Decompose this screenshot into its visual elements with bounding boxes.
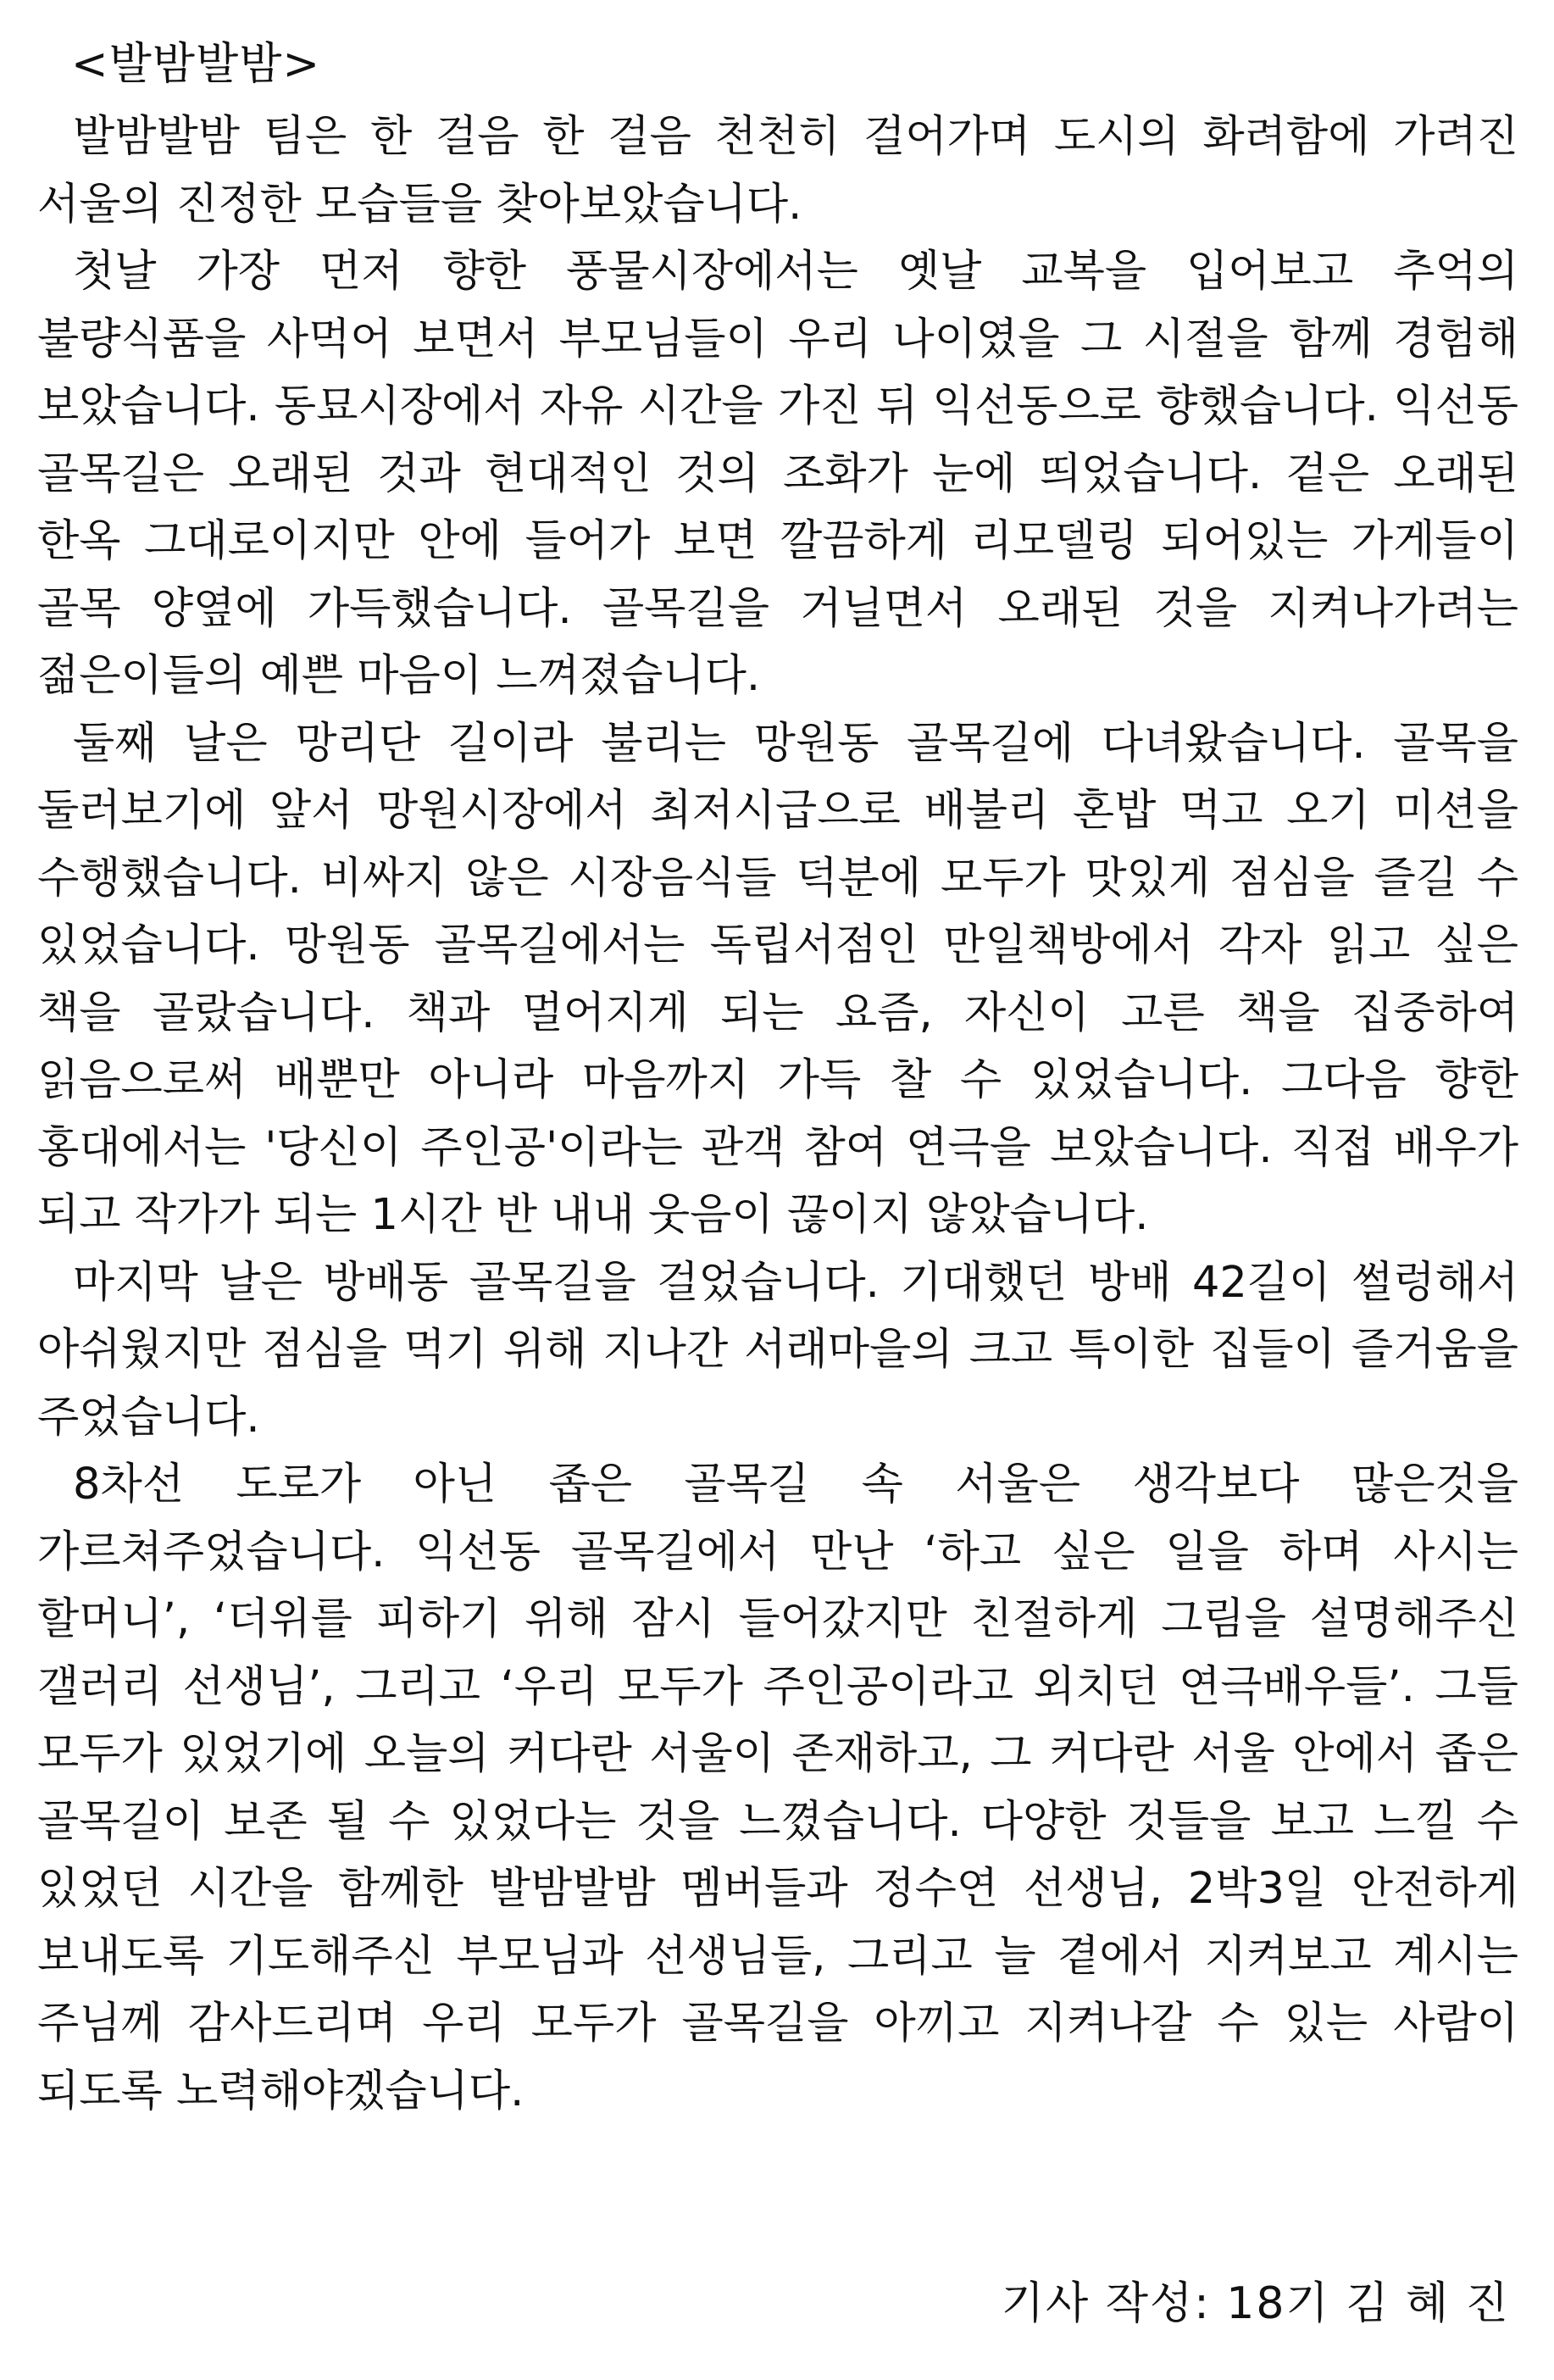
- article-page: [37, 25, 1518, 2356]
- article-body: [37, 103, 1518, 2125]
- paragraph: 첫날 가장 먼저 향한 풍물시장에서는 옛날 교복을 입어보고 추억의 불량식품을 사먹어 보면서 부모님들이 우리 나이였을 그 시절을 함께 경험해 보았습니다. 동묘시장에서 자유 시간을 가진 뒤 익선동으로 향했습니다. 익선동 골목길은 오래된 것과 현대적인 것의 조화가 눈에 띄었습니다. 겉은 오래된 한옥 그대로이지만 안에 들어가 보면 깔끔하게 리모델링 되어있는 가게들이 골목 양옆에 가득했습니다. 골목길을 거닐면서 오래된 것을 지켜나가려는 젊은이들의 예쁜 마음이 느껴졌습니다.: [37, 247, 1518, 701]
- article-byline: 기사 작성: 18기 김 혜 진: [1001, 2278, 1510, 2329]
- article-title: <발밤발밤>: [71, 39, 321, 90]
- paragraph: 둘째 날은 망리단 길이라 불리는 망원동 골목길에 다녀왔습니다. 골목을 둘러보기에 앞서 망원시장에서 최저시급으로 배불리 혼밥 먹고 오기 미션을 수행했습니다. 비싸지 않은 시장음식들 덕분에 모두가 맛있게 점심을 즐길 수 있었습니다. 망원동 골목길에서는 독립서점인 만일책방에서 각자 읽고 싶은 책을 골랐습니다. 책과 멀어지게 되는 요즘, 자신이 고른 책을 집중하여 읽음으로써 배뿐만 아니라 마음까지 가득 찰 수 있었습니다. 그다음 향한 홍대에서는 '당신이 주인공'이라는 관객 참여 연극을 보았습니다. 직접 배우가 되고 작가가 되는 1시간 반 내내 웃음이 끊이지 않았습니다.: [37, 718, 1518, 1240]
- paragraph: 발밤발밤 팀은 한 걸음 한 걸음 천천히 걸어가며 도시의 화려함에 가려진 서울의 진정한 모습들을 찾아보았습니다.: [37, 112, 1518, 230]
- paragraph: 마지막 날은 방배동 골목길을 걸었습니다. 기대했던 방배 42길이 썰렁해서 아쉬웠지만 점심을 먹기 위해 지나간 서래마을의 크고 특이한 집들이 즐거움을 주었습니다.: [37, 1257, 1518, 1443]
- paragraph: 8차선 도로가 아닌 좁은 골목길 속 서울은 생각보다 많은것을 가르쳐주었습니다. 익선동 골목길에서 만난 ‘하고 싶은 일을 하며 사시는 할머니’, ‘더위를 피하기 위해 잠시 들어갔지만 친절하게 그림을 설명해주신 갤러리 선생님’, 그리고 ‘우리 모두가 주인공이라고 외치던 연극배우들’. 그들 모두가 있었기에 오늘의 커다란 서울이 존재하고, 그 커다란 서울 안에서 좁은 골목길이 보존 될 수 있었다는 것을 느꼈습니다. 다양한 것들을 보고 느낄 수 있었던 시간을 함께한 발밤발밤 멤버들과 정수연 선생님, 2박3일 안전하게 보내도록 기도해주신 부모님과 선생님들, 그리고 늘 곁에서 지켜보고 계시는 주님께 감사드리며 우리 모두가 골목길을 아끼고 지켜나갈 수 있는 사람이 되도록 노력해야겠습니다.: [37, 1460, 1518, 2116]
